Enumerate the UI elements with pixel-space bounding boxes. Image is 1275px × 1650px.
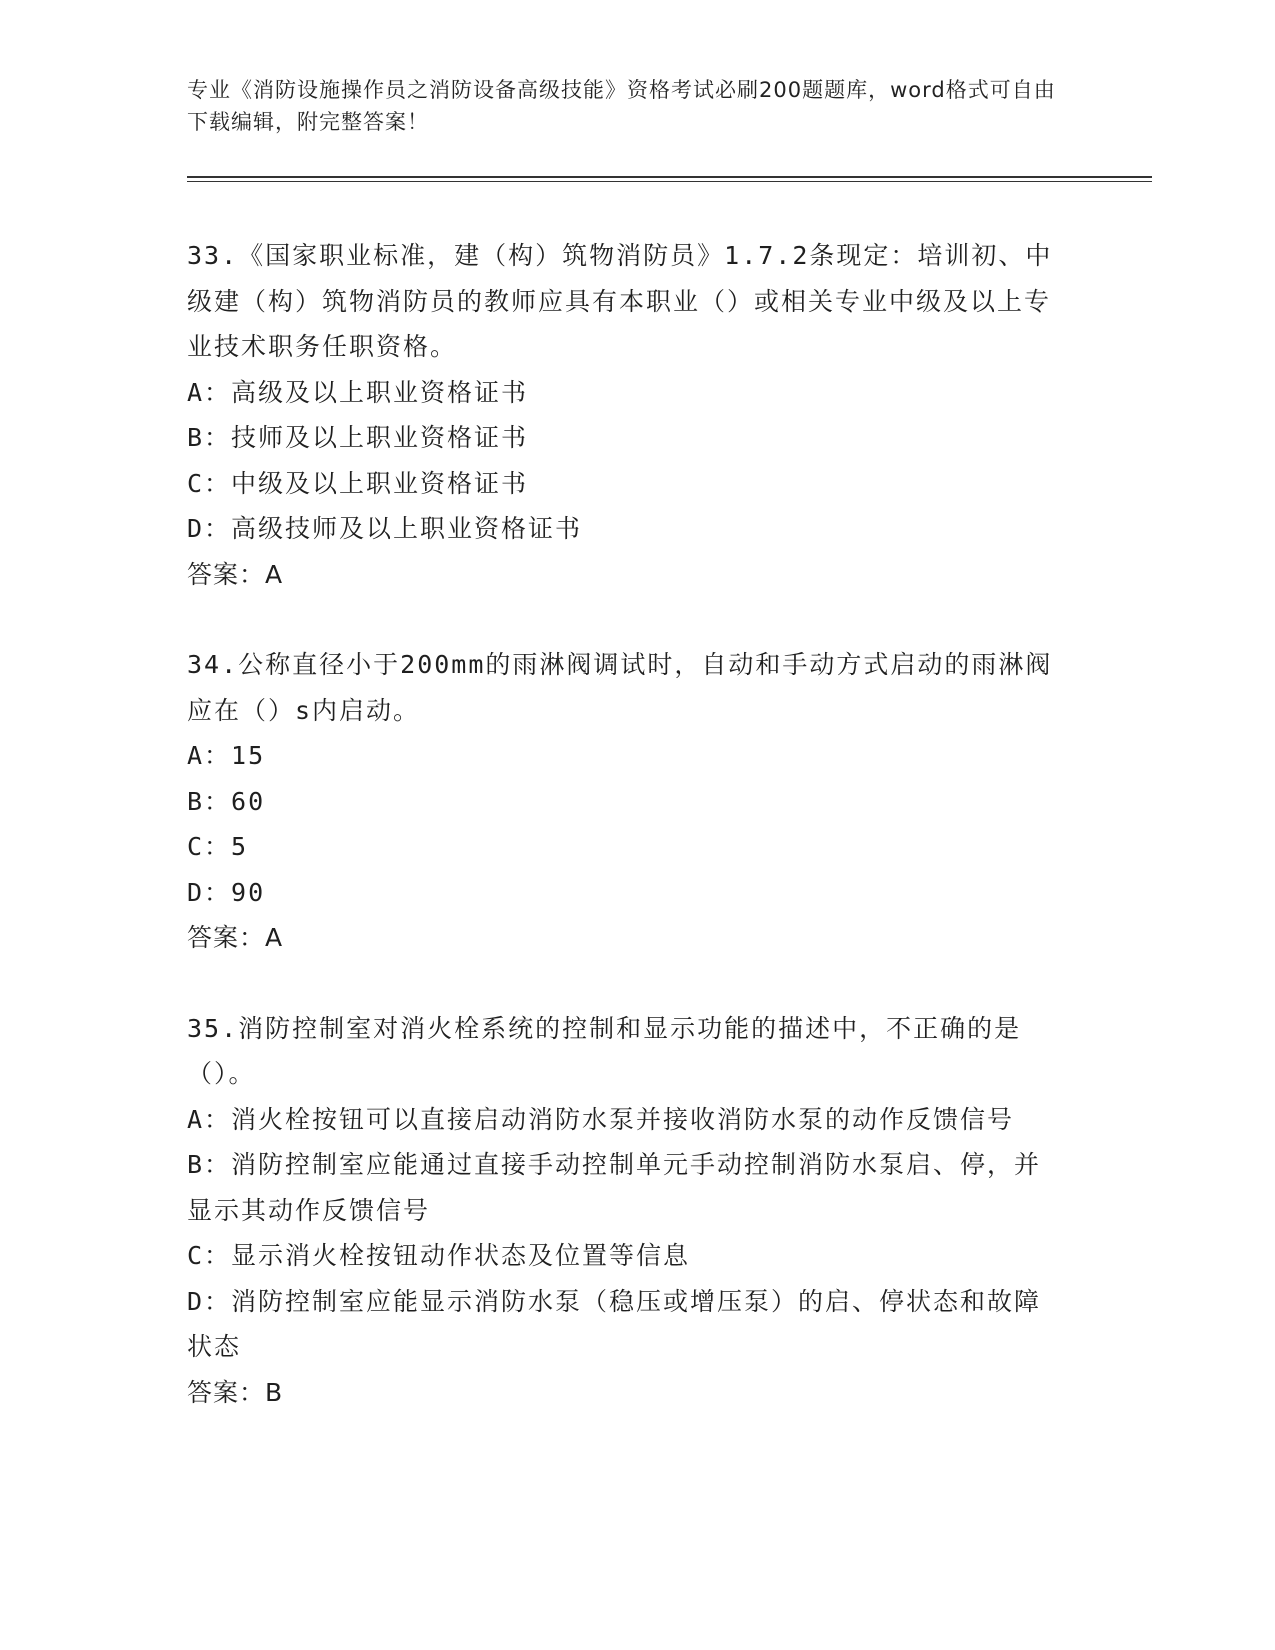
question-stem: 35.消防控制室对消火栓系统的控制和显示功能的描述中，不正确的是（）。	[187, 1013, 1022, 1088]
option-c: C：显示消火栓按钮动作状态及位置等信息	[187, 1241, 691, 1270]
answer-line: 答案：A	[187, 559, 284, 589]
option-a: A：15	[187, 741, 266, 770]
header-divider-thin	[187, 181, 1152, 182]
option-d: D：高级技师及以上职业资格证书	[187, 514, 583, 543]
option-b: B：60	[187, 786, 266, 816]
answer-line: 答案：B	[187, 1377, 284, 1407]
question-item	[187, 233, 1067, 597]
option-b: B：消防控制室应能通过直接手动控制单元手动控制消防水泵启、停，并显示其动作反馈信号	[187, 1150, 1042, 1225]
answer-line: 答案：A	[187, 923, 284, 952]
option-c: C：5	[187, 832, 249, 861]
option-c: C：中级及以上职业资格证书	[187, 468, 529, 498]
header-divider	[187, 176, 1152, 178]
option-d: D：消防控制室应能显示消防水泵（稳压或增压泵）的启、停状态和故障状态	[187, 1286, 1042, 1361]
question-stem: 33.《国家职业标准，建（构）筑物消防员》1.7.2条现定：培训初、中级建（构）筑物消防员的教师应具有本职业（）或相关专业中级及以上专业技术职务任职资格。	[187, 241, 1053, 361]
question-item	[187, 642, 1067, 961]
option-d: D：90	[187, 877, 266, 907]
option-b: B：技师及以上职业资格证书	[187, 423, 529, 452]
question-item	[187, 1006, 1067, 1416]
question-list	[187, 233, 1067, 1415]
question-stem: 34.公称直径小于200mm的雨淋阀调试时，自动和手动方式启动的雨淋阀应在（）s内启动。	[187, 650, 1053, 725]
document-header: 专业《消防设施操作员之消防设备高级技能》资格考试必刷200题题库，word格式可自由下载编辑，附完整答案！	[187, 78, 1056, 134]
option-a: A：消火栓按钮可以直接启动消防水泵并接收消防水泵的动作反馈信号	[187, 1104, 1015, 1134]
option-a: A：高级及以上职业资格证书	[187, 377, 529, 407]
